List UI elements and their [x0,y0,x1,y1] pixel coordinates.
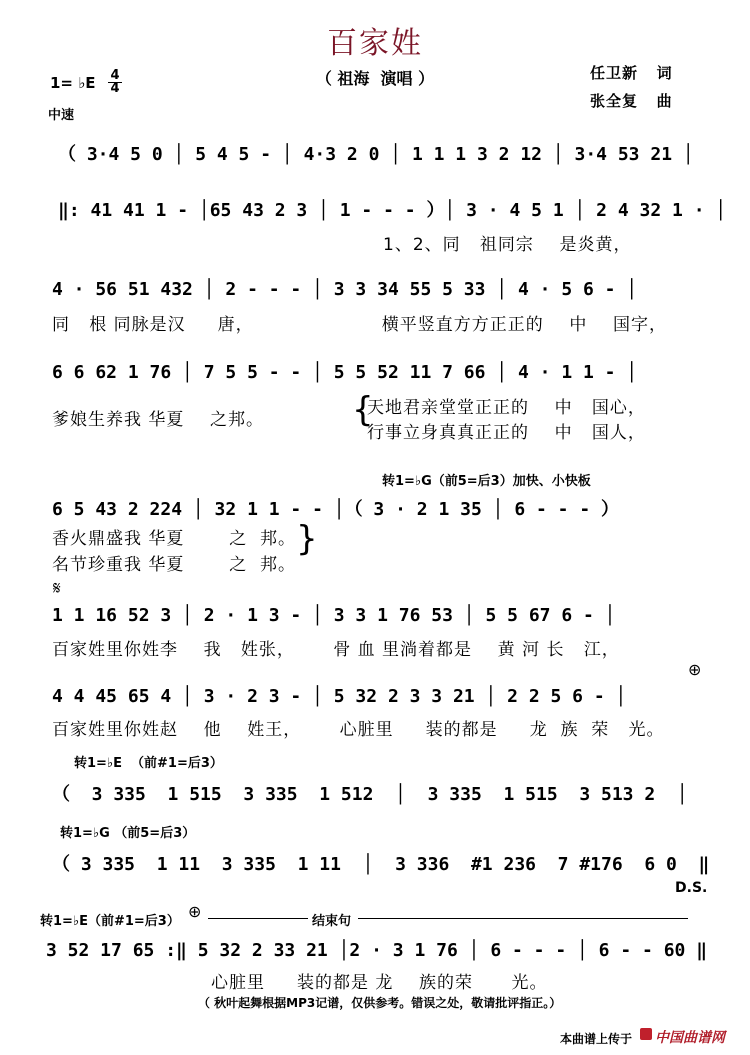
lyric-line-6: 百家姓里你姓李 我 姓张， 骨 血 里淌着都是 黄 河 长 江， [52,640,620,660]
lyric-line-7: 百家姓里你姓赵 他 姓王， 心脏里 装的都是 龙 族 荣 光。 [52,720,665,740]
score-line-10: 3 52 17 65 :‖ 5 32 2 33 21 │2 · 3 1 76 │ 6 - - - │ 6 - - 60 ‖ [46,940,708,961]
verse-brace: { [352,390,374,430]
lyric-line-4-verse-2: 行事立身真真正正的 中 国人， [367,423,646,443]
ending-bracket-right [358,918,688,919]
modulation-to-g: 转1=♭G（前5=后3）加快、小快板 [382,474,591,489]
segno-icon: 𝄋 [53,578,61,599]
lyricist-credit: 任卫新 词 [590,64,673,82]
lyric-line-4-verse-1: 天地君亲堂堂正正的 中 国心， [367,398,646,418]
composer-credit: 张全复 曲 [590,92,673,110]
lyric-line-10: 心脏里 装的都是 龙 族的荣 光。 [211,973,548,993]
performer: （ 祖海 演唱 ） [315,69,435,88]
score-line-6: 1 1 16 52 3 │ 2 · 1 3 - │ 3 3 1 76 53 │ 5 5 67 6 - │ [52,605,616,626]
time-signature: $\frac{4}{4}$ [108,70,122,95]
ending-label: 结束句 [312,914,352,929]
score-line-7: 4 4 45 65 4 │ 3 · 2 3 - │ 5 32 2 3 3 21 │ 2 2 5 6 - │ [52,686,627,707]
score-line-4: 6 6 62 1 76 │ 7 5 5 - - │ 5 5 52 11 7 66 │ 4 · 1 1 - │ [52,362,638,383]
ending-bracket-left [208,918,308,919]
transcription-note: （ 秋叶起舞根据MP3记谱，仅供参考。错误之处，敬请批评指正。） [198,996,562,1010]
modulation-to-e-2: 转1=♭E（前#1=后3） [40,914,180,929]
modulation-to-e: 转1=♭E （前#1=后3） [74,756,223,771]
score-line-2: ‖: 41 41 1 - │65 43 2 3 │ 1 - - - ）│ 3 · 4 5 1 │ 2 4 32 1 · │ [58,200,727,221]
score-line-5: 6 5 43 2 224 │ 32 1 1 - - │（ 3 · 2 1 35 │ 6 - - - ） [52,499,620,520]
score-line-1: （ 3·4 5 0 │ 5 4 5 - │ 4·3 2 0 │ 1 1 1 3 2 12 │ 3·4 53 21 │ [58,144,694,165]
score-line-9: （ 3 335 1 11 3 335 1 11 │ 3 336 #1 236 7 #176 6 0 ‖ [52,854,710,875]
modulation-to-g-2: 转1=♭G （前5=后3） [60,826,196,841]
lyric-line-4: 爹娘生养我 华夏 之邦。 [52,410,265,430]
site-logo-icon [640,1028,652,1040]
tempo-marking: 中速 [48,108,75,123]
lyric-line-5-verse-2: 名节珍重我 华夏 之 邦。 [52,555,297,575]
lyric-line-5-verse-1: 香火鼎盛我 华夏 之 邦。 [52,529,297,549]
coda-icon-2: ⊕ [188,902,202,921]
lyric-line-2: 1、2、同 祖同宗 是炎黄， [383,235,632,255]
score-line-8: （ 3 335 1 515 3 335 1 512 │ 3 335 1 515 3 513 2 │ [52,784,688,805]
song-title: 百家姓 [327,26,423,61]
upload-text: 本曲谱上传于 [560,1032,633,1046]
dal-segno: D.S. [675,880,708,896]
site-logo: 中国曲谱网 [655,1030,725,1046]
score-line-3: 4 · 56 51 432 │ 2 - - - │ 3 3 34 55 5 33 │ 4 · 5 6 - │ [52,279,638,300]
verse-brace-close: } [296,519,318,559]
coda-icon: ⊕ [688,660,702,679]
key-signature: 1= ♭E [50,74,96,92]
lyric-line-3: 同 根 同脉是汉 唐， 横平竖直方方正正的 中 国字， [52,315,667,335]
